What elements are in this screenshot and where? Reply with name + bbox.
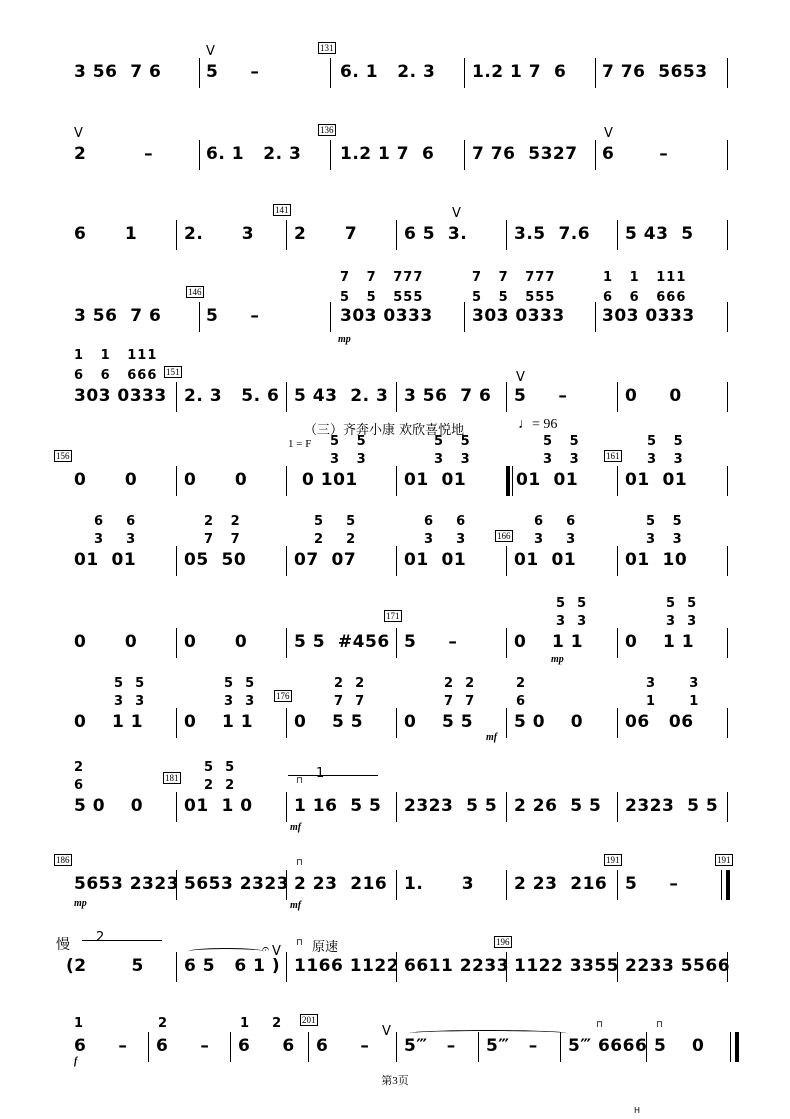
chord-upper-1: 5 5: [434, 434, 471, 449]
barline: [727, 792, 728, 822]
barline: [727, 952, 728, 982]
chord-upper-1: 5 5: [114, 676, 146, 691]
breath-mark: V: [272, 944, 281, 959]
barline: [396, 708, 397, 738]
barline: [330, 58, 331, 88]
measure-5: 01 01: [516, 470, 579, 490]
measure-5: 5 0 0: [514, 712, 584, 732]
barline: [727, 546, 728, 576]
chord-upper-1: 5 5: [666, 596, 698, 611]
barline: [464, 302, 465, 332]
barline: [506, 546, 507, 576]
chord-upper-2: 3 3: [94, 532, 137, 547]
barline: [176, 628, 177, 658]
barline: [560, 1032, 561, 1062]
chord-upper-1: 5 5: [330, 434, 367, 449]
barline: [464, 140, 465, 170]
measure-5: 5 –: [514, 386, 568, 406]
chord-upper-1: 5 5: [556, 596, 588, 611]
measure-1: 3 56 7 6: [74, 62, 162, 82]
page-number: 第3页: [381, 1075, 409, 1087]
system-2: [0, 125, 790, 170]
chord-upper-1: 6 6: [424, 514, 467, 529]
barline: [148, 1032, 149, 1062]
chord-upper-1: 1 1 111: [74, 348, 158, 363]
system-7: [0, 514, 790, 584]
measure-1: 2 –: [74, 144, 154, 164]
barline: [617, 628, 618, 658]
barline: [506, 870, 507, 900]
upbow-mark: V: [604, 126, 613, 141]
measure-1: 5653 2323: [74, 874, 180, 894]
barline: [176, 870, 177, 900]
chord-upper-2: 5 5 555: [340, 290, 424, 305]
measure-6: 06 06: [625, 712, 694, 732]
barline: [286, 546, 287, 576]
chord-upper-2: 3 3: [434, 452, 471, 467]
barline: [506, 220, 507, 250]
measure-2: 5653 2323: [184, 874, 290, 894]
chord-upper-2: 3 3: [646, 532, 683, 547]
measure-1: 6 1: [74, 224, 138, 244]
dynamic-f: f: [74, 1056, 78, 1067]
barline: [721, 870, 722, 900]
measure-3: 2 23 216: [294, 874, 388, 894]
barline: [176, 792, 177, 822]
system-11: [0, 850, 790, 920]
barline: [286, 220, 287, 250]
downbow-mark: ⊓: [596, 1020, 604, 1030]
barline: [176, 546, 177, 576]
measure-2: 6 5 6 1 ): [184, 956, 281, 976]
measure-1: 0 0: [74, 470, 138, 490]
measure-4: 6 5 3.: [404, 224, 468, 244]
measure-3: 5 5 #456: [294, 632, 390, 652]
barline: [464, 58, 465, 88]
chord-upper-2: 7 7: [204, 532, 241, 547]
repeat-end-barline: [726, 870, 730, 900]
measure-1: (2 5: [66, 956, 144, 976]
system-1: [0, 43, 790, 88]
measure-number: 161: [606, 451, 620, 461]
volta-number: 1: [316, 766, 325, 781]
chord-upper-2: 2 2: [204, 778, 236, 793]
measure-number: 166: [497, 531, 511, 541]
measure-2: 2. 3 5. 6: [184, 386, 280, 406]
downbow-mark: ⊓: [296, 938, 304, 948]
measure-4: 2323 5 5: [404, 796, 498, 816]
measure-6: 5 –: [625, 874, 679, 894]
measure-4: 7 76 5327: [472, 144, 578, 164]
measure-3: 303 0333: [340, 306, 433, 326]
chord-upper-1: 5 5: [224, 676, 256, 691]
chord-upper-2: 3 3: [647, 452, 684, 467]
barline: [506, 792, 507, 822]
measure-3: 0 101: [302, 470, 358, 490]
upbow-mark: V: [206, 44, 215, 59]
measure-1: 0 0: [74, 632, 138, 652]
upbow-mark: V: [452, 206, 461, 221]
barline: [512, 466, 513, 496]
measure-4: 303 0333: [472, 306, 565, 326]
chord-upper-1: 2: [74, 760, 85, 775]
barline: [396, 382, 397, 412]
measure-5: 2 23 216: [514, 874, 608, 894]
chord-upper-2: 3 3: [666, 614, 698, 629]
measure-number: 136: [320, 125, 334, 135]
barline: [617, 792, 618, 822]
barline: [176, 466, 177, 496]
measure-4: 0 5 5: [404, 712, 474, 732]
chord-upper-1: 7 7 777: [472, 270, 556, 285]
volta-number: 2: [96, 930, 105, 945]
dynamic-mf: mf: [290, 900, 302, 911]
measure-4: 6611 2233: [404, 956, 510, 976]
downbow-mark: ⊓: [296, 776, 304, 786]
measure-5: 0 1 1: [514, 632, 584, 652]
barline: [595, 302, 596, 332]
barline: [199, 140, 200, 170]
barline: [727, 466, 728, 496]
barline: [727, 382, 728, 412]
measure-3: 6. 1 2. 3: [340, 62, 436, 82]
measure-1: 3 56 7 6: [74, 306, 162, 326]
barline: [286, 952, 287, 982]
measure-6: 2233 5566: [625, 956, 731, 976]
chord-upper-1: 5 5: [543, 434, 580, 449]
dynamic-mf: mf: [486, 732, 498, 743]
chord-upper-2: 3 3: [424, 532, 467, 547]
measure-3: 5 43 2. 3: [294, 386, 389, 406]
measure-6: 01 01: [625, 470, 688, 490]
measure-2: 0 0: [184, 632, 248, 652]
system-9: [0, 676, 790, 746]
measure-5: 5‴ –: [404, 1036, 456, 1056]
barline: [396, 220, 397, 250]
volta-bracket-2: [82, 940, 162, 941]
upbow-mark: V: [74, 126, 83, 141]
measure-4: 01 01: [404, 470, 467, 490]
downbow-mark: ⊓: [296, 858, 304, 868]
measure-2: 05 50: [184, 550, 247, 570]
measure-8: 5 0: [654, 1036, 705, 1056]
system-6: [0, 436, 790, 506]
barline: [396, 952, 397, 982]
measure-1: 0 1 1: [74, 712, 144, 732]
barline: [506, 708, 507, 738]
measure-3: 07 07: [294, 550, 357, 570]
chord-upper-1: 5 5: [646, 514, 683, 529]
chord-upper-1: 2 2: [204, 514, 241, 529]
measure-3: 6 6: [238, 1036, 295, 1056]
measure-2: 6 –: [156, 1036, 210, 1056]
chord-upper-2: 3 3: [114, 694, 146, 709]
chord-upper-2: 3 3: [543, 452, 580, 467]
measure-number: 191: [717, 855, 731, 865]
barline: [230, 1032, 231, 1062]
barline: [176, 220, 177, 250]
measure-number: 171: [386, 611, 400, 621]
chord-upper-2: 5 5 555: [472, 290, 556, 305]
measure-3: 0 5 5: [294, 712, 364, 732]
barline: [506, 952, 507, 982]
barline: [727, 58, 728, 88]
measure-6: 5‴ –: [486, 1036, 538, 1056]
breath-mark: V: [382, 1024, 391, 1039]
barline: [617, 546, 618, 576]
chord-upper-1: 2: [158, 1016, 169, 1031]
chord-upper-2: 2 2: [314, 532, 357, 547]
downbow-mark: ⊓: [656, 1020, 664, 1030]
barline: [286, 628, 287, 658]
final-barline: [735, 1032, 739, 1062]
measure-2: 0 0: [184, 470, 248, 490]
measure-4: 01 01: [404, 550, 467, 570]
measure-3: 1 16 5 5: [294, 796, 382, 816]
measure-2: 0 1 1: [184, 712, 254, 732]
chord-upper-1: 2 2: [334, 676, 366, 691]
barline: [176, 952, 177, 982]
measure-1: 303 0333: [74, 386, 167, 406]
dynamic-mf: mf: [290, 822, 302, 833]
measure-1: 6 –: [74, 1036, 128, 1056]
barline: [617, 952, 618, 982]
chord-upper-2: 1 1: [646, 694, 700, 709]
tempo-marking: ♩= 96: [518, 417, 558, 432]
chord-upper-2: 7 7: [444, 694, 476, 709]
barline: [727, 220, 728, 250]
key-signature: 1 = F: [288, 438, 312, 450]
chord-upper-2: 6 6 666: [74, 368, 158, 383]
chord-upper-1: 6 6: [94, 514, 137, 529]
chord-upper-1: 6 6: [534, 514, 577, 529]
measure-4: 1.2 1 7 6: [472, 62, 567, 82]
measure-number: 176: [276, 691, 290, 701]
measure-6: 2323 5 5: [625, 796, 719, 816]
barline: [396, 870, 397, 900]
fermata: 𝄐: [262, 942, 270, 957]
measure-4: 3 56 7 6: [404, 386, 492, 406]
chord-upper-1: 1 1 111: [603, 270, 687, 285]
chord-upper-1: 5 5: [314, 514, 357, 529]
measure-2: 01 1 0: [184, 796, 253, 816]
barline: [308, 1032, 309, 1062]
barline: [396, 1032, 397, 1062]
barline: [396, 546, 397, 576]
measure-6: 01 10: [625, 550, 688, 570]
measure-5: 01 01: [514, 550, 577, 570]
barline: [396, 628, 397, 658]
barline: [286, 466, 287, 496]
measure-number: 131: [320, 43, 334, 53]
measure-7: 5‴ 6666: [568, 1036, 648, 1056]
barline: [617, 870, 618, 900]
barline: [727, 708, 728, 738]
barline: [595, 58, 596, 88]
system-13: [0, 1010, 790, 1070]
chord-upper-1: 3 3: [646, 676, 700, 691]
system-3: [0, 205, 790, 250]
chord-upper-2: 3 3: [534, 532, 577, 547]
measure-1: 01 01: [74, 550, 137, 570]
repeat-start-barline: [506, 466, 510, 496]
barline: [330, 140, 331, 170]
measure-4: 6 –: [316, 1036, 370, 1056]
chord-upper-2: 3 3: [556, 614, 588, 629]
barline: [595, 140, 596, 170]
barline: [727, 140, 728, 170]
chord-upper-2: 3 3: [224, 694, 256, 709]
barline: [727, 628, 728, 658]
barline: [286, 870, 287, 900]
dynamic-mp: mp: [551, 654, 564, 665]
barline: [506, 628, 507, 658]
measure-5: 3.5 7.6: [514, 224, 591, 244]
barline: [176, 382, 177, 412]
slur: [188, 948, 264, 955]
measure-6: 0 1 1: [625, 632, 695, 652]
upbow-mark: V: [516, 370, 525, 385]
system-4: [0, 270, 790, 345]
barline: [286, 382, 287, 412]
measure-number: 186: [56, 855, 70, 865]
measure-3: 1166 1122: [294, 956, 400, 976]
chord-upper-2: 6 6 666: [603, 290, 687, 305]
barline: [646, 1032, 647, 1062]
measure-number: 196: [496, 937, 510, 947]
chord-upper-2: 3 3: [330, 452, 367, 467]
barline: [330, 302, 331, 332]
measure-1: 5 0 0: [74, 796, 144, 816]
measure-5: 2 26 5 5: [514, 796, 602, 816]
measure-2: 5 –: [206, 306, 260, 326]
dynamic-mp: mp: [338, 334, 351, 345]
barline: [396, 466, 397, 496]
measure-4: 5 –: [404, 632, 458, 652]
measure-4: 1. 3: [404, 874, 475, 894]
barline: [730, 1032, 731, 1062]
barline: [286, 792, 287, 822]
barline: [286, 708, 287, 738]
system-12: [0, 928, 790, 998]
chord-upper-1: 7 7 777: [340, 270, 424, 285]
measure-number: 156: [56, 451, 70, 461]
barline: [617, 382, 618, 412]
barline: [617, 466, 618, 496]
measure-number: 146: [188, 287, 202, 297]
measure-5: 1122 3355: [514, 956, 620, 976]
barline: [727, 302, 728, 332]
barline: [176, 708, 177, 738]
measure-3: 2 7: [294, 224, 358, 244]
chord-upper-1: 5 5: [204, 760, 236, 775]
chord-upper-1: 1: [74, 1016, 85, 1031]
chord-upper-1: 2: [516, 676, 527, 691]
measure-number: 191: [606, 855, 620, 865]
dynamic-mp: mp: [74, 898, 87, 909]
tempo-slow: 慢: [56, 937, 70, 953]
barline: [506, 382, 507, 412]
chord-upper-1: 5 5: [647, 434, 684, 449]
measure-number: 141: [275, 205, 289, 215]
measure-6: 5 43 5: [625, 224, 694, 244]
barline: [199, 302, 200, 332]
measure-number: 181: [165, 773, 179, 783]
barline: [199, 58, 200, 88]
measure-5: 6 –: [602, 144, 669, 164]
section-title: （三）齐奔小康 欢欣喜悦地: [304, 423, 465, 438]
system-5: [0, 348, 790, 418]
measure-5: 7 76 5653: [602, 62, 708, 82]
measure-3: 1.2 1 7 6: [340, 144, 435, 164]
measure-2: 5 –: [206, 62, 260, 82]
system-10: [0, 756, 790, 836]
chord-upper-2: 6: [74, 778, 85, 793]
measure-2: 2. 3: [184, 224, 255, 244]
barline: [617, 220, 618, 250]
barline: [396, 792, 397, 822]
chord-upper-1: 1 2: [240, 1016, 283, 1031]
system-8: [0, 596, 790, 666]
measure-5: 303 0333: [602, 306, 695, 326]
barline: [478, 1032, 479, 1062]
chord-upper-1: 2 2: [444, 676, 476, 691]
measure-6: 0 0: [625, 386, 682, 406]
tempo-original: 原速: [312, 940, 339, 955]
measure-2: 6. 1 2. 3: [206, 144, 302, 164]
chord-upper-2: 7 7: [334, 694, 366, 709]
measure-number: 201: [302, 1015, 316, 1025]
measure-number: 151: [166, 367, 180, 377]
barline: [617, 708, 618, 738]
corner-mark: H: [633, 1106, 640, 1115]
chord-upper-2: 6: [516, 694, 527, 709]
